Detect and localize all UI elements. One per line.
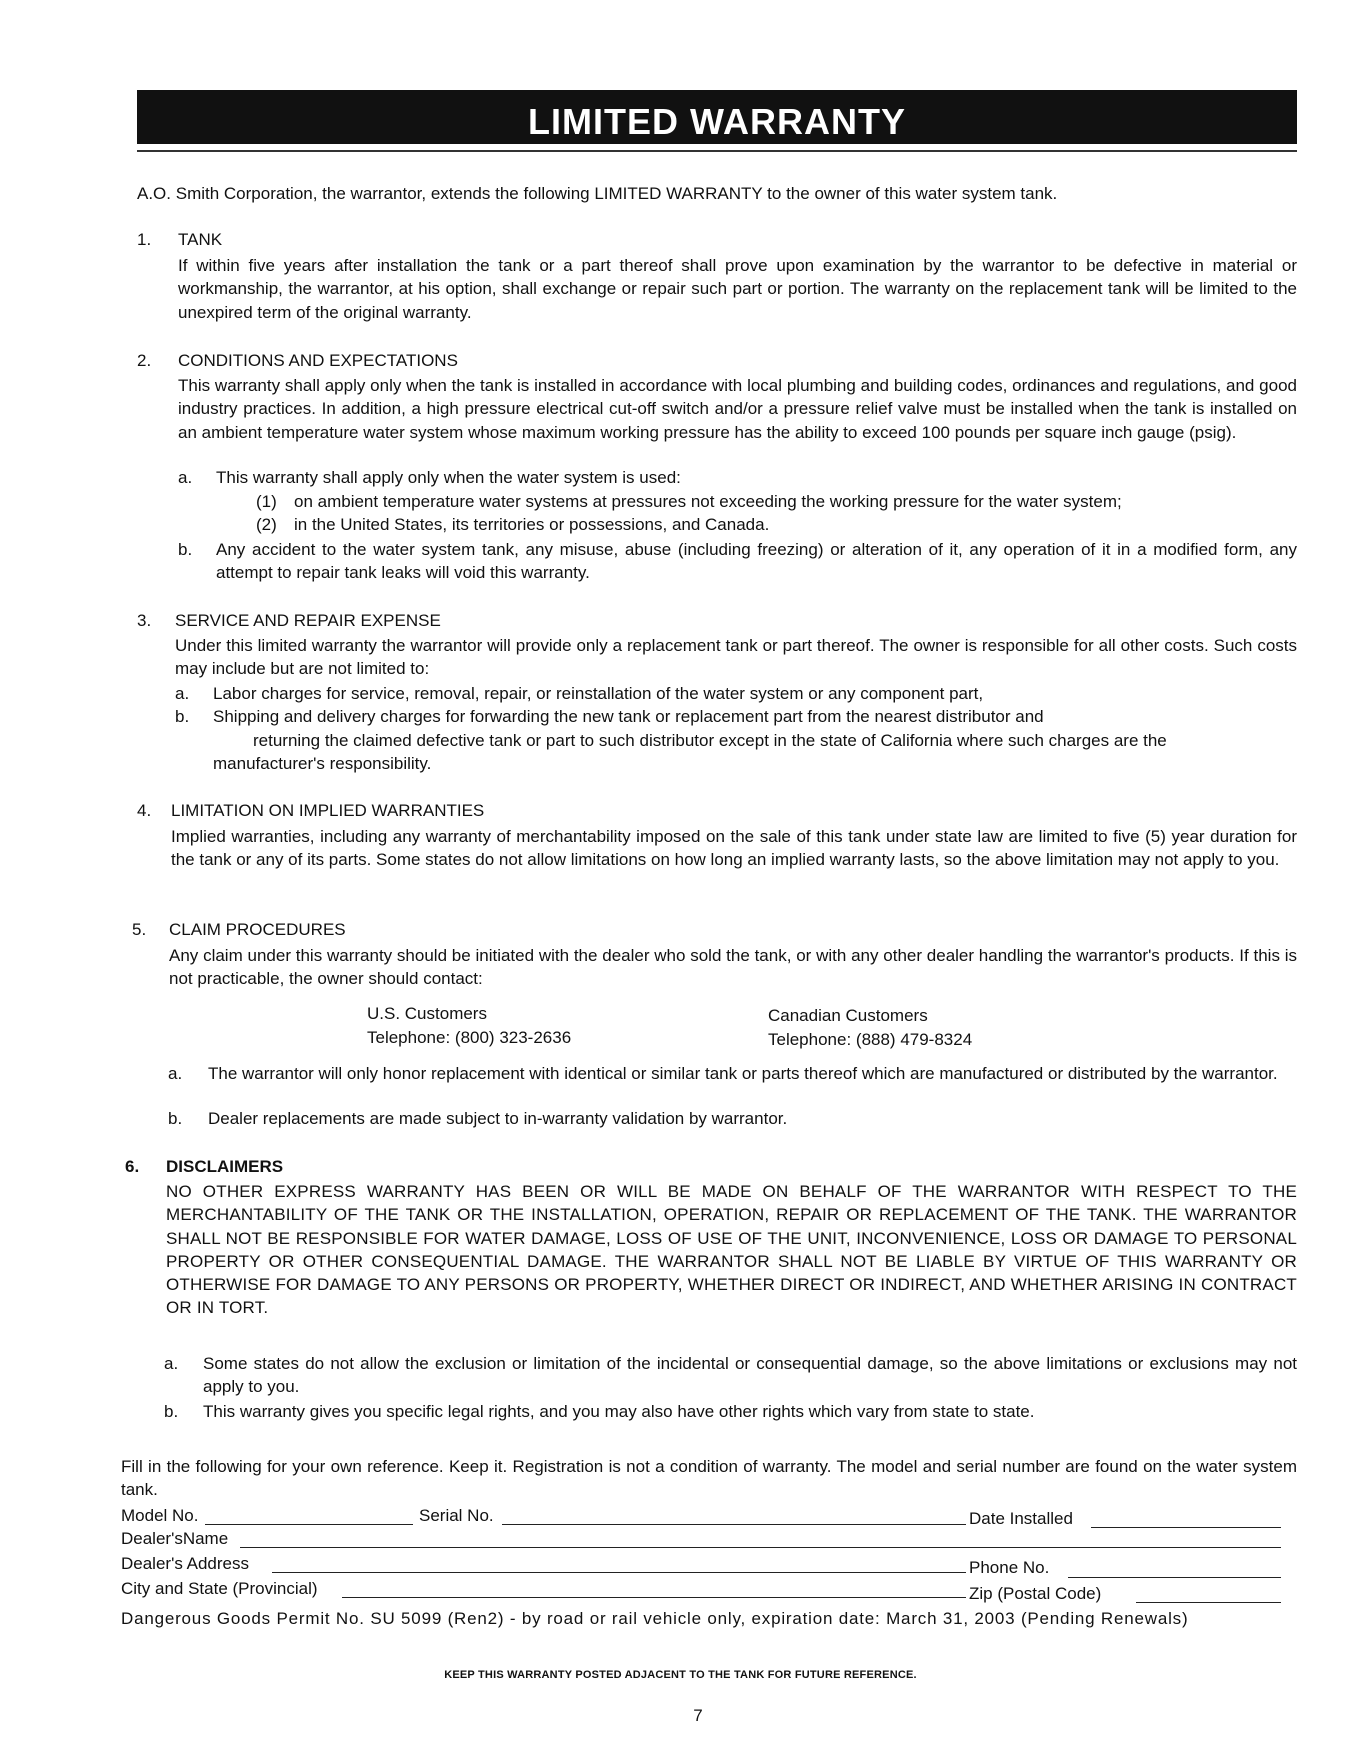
section-1-body: If within five years after installation the tank or a part thereof shall prove upon examination by the warrantor to be defective in material or workmanship, the warrantor, at his option, shall exchange or repair such part or portion. The warranty on the replacement tank will be limited to the unexpired term of the original warranty. xyxy=(178,256,1297,322)
date-installed-field[interactable] xyxy=(1091,1527,1281,1528)
section-3-b-text: Shipping and delivery charges for forwarding the new tank or replacement part from the nearest distributor and xyxy=(213,707,1044,726)
section-3-number: 3. xyxy=(137,611,152,630)
zip-code-field[interactable] xyxy=(1136,1602,1281,1603)
date-installed-label: Date Installed xyxy=(969,1509,1073,1528)
form-intro: Fill in the following for your own reference. Keep it. Registration is not a condition of warranty. The model and serial number are found on the water system tank. xyxy=(121,1457,1297,1500)
model-number-label: Model No. xyxy=(121,1506,199,1525)
serial-number-label: Serial No. xyxy=(419,1506,494,1525)
section-4-heading: LIMITATION ON IMPLIED WARRANTIES xyxy=(171,801,485,820)
section-5-number: 5. xyxy=(132,920,147,939)
section-6-b-text: This warranty gives you specific legal rights, and you may also have other rights which vary from state to state. xyxy=(203,1402,1035,1421)
section-4-number: 4. xyxy=(137,801,152,820)
section-6-b-label: b. xyxy=(164,1402,179,1421)
canadian-customers-phone: Telephone: (888) 479-8324 xyxy=(768,1030,973,1049)
banner-underline xyxy=(137,150,1297,152)
page-number: 7 xyxy=(693,1706,703,1725)
canadian-customers-label: Canadian Customers xyxy=(768,1006,928,1025)
section-2-a2-label: (2) xyxy=(256,515,277,534)
section-5-heading: CLAIM PROCEDURES xyxy=(169,920,346,939)
section-6-number: 6. xyxy=(125,1157,140,1176)
section-2-body: This warranty shall apply only when the tank is installed in accordance with local plumbing and building codes, ordinances and regulations, and good industry practices. In addition, a high pressure electrical cut-off switch and/or a pressure relief valve must be installed when the tank is installed on an ambient temperature water system whose maximum working pressure has the ability to exceed 100 pounds per square inch gauge (psig). xyxy=(178,376,1297,442)
section-2-number: 2. xyxy=(137,351,152,370)
section-2-a-text: This warranty shall apply only when the water system is used: xyxy=(216,468,681,487)
section-5-b-label: b. xyxy=(168,1109,183,1128)
model-number-field[interactable] xyxy=(205,1524,413,1525)
section-3-body: Under this limited warranty the warrantor will provide only a replacement tank or part thereof. The owner is responsible for all other costs. Such costs may include but are not limited to: xyxy=(175,636,1297,679)
city-state-label: City and State (Provincial) xyxy=(121,1579,318,1598)
phone-number-field[interactable] xyxy=(1068,1577,1281,1578)
dealer-address-field[interactable] xyxy=(272,1572,966,1573)
section-3-a-text: Labor charges for service, removal, repair, or reinstallation of the water system or any component part, xyxy=(213,684,984,703)
section-4-body: Implied warranties, including any warranty of merchantability imposed on the sale of this tank under state law are limited to five (5) year duration for the tank or any of its parts. Some states do not allow limitations on how long an implied warranty lasts, so the above limitation may not apply to you. xyxy=(171,827,1297,870)
section-2-a-label: a. xyxy=(178,468,193,487)
section-6-heading: DISCLAIMERS xyxy=(166,1157,284,1176)
section-2-heading: CONDITIONS AND EXPECTATIONS xyxy=(178,351,458,370)
section-6-a-label: a. xyxy=(164,1354,179,1373)
zip-code-label: Zip (Postal Code) xyxy=(969,1584,1102,1603)
page-title: LIMITED WARRANTY xyxy=(528,101,906,142)
section-5-b-text: Dealer replacements are made subject to in-warranty validation by warrantor. xyxy=(208,1109,788,1128)
city-state-field[interactable] xyxy=(342,1597,966,1598)
post-warranty-notice: KEEP THIS WARRANTY POSTED ADJACENT TO THE TANK FOR FUTURE REFERENCE. xyxy=(444,1669,917,1681)
us-customers-phone: Telephone: (800) 323-2636 xyxy=(367,1028,572,1047)
section-2-b-text: Any accident to the water system tank, any misuse, abuse (including freezing) or alteration of it, any operation of it in a modified form, any attempt to repair tank leaks will void this warranty. xyxy=(216,540,1297,583)
section-2-b-label: b. xyxy=(178,540,193,559)
permit-notice: Dangerous Goods Permit No. SU 5099 (Ren2) - by road or rail vehicle only, expiration date: March 31, 2003 (Pending Renewals) xyxy=(121,1609,1189,1628)
section-3-heading: SERVICE AND REPAIR EXPENSE xyxy=(175,611,441,630)
section-1-heading: TANK xyxy=(178,230,223,249)
us-customers-label: U.S. Customers xyxy=(367,1004,487,1023)
section-6-body: NO OTHER EXPRESS WARRANTY HAS BEEN OR WILL BE MADE ON BEHALF OF THE WARRANTOR WITH RESPECT TO THE MERCHANTABILITY OF THE TANK OR THE INSTALLATION, OPERATION, REPAIR OR REPLACEMENT OF THE TANK. THE WARRANTOR SHALL NOT BE RESPONSIBLE FOR WATER DAMAGE, LOSS OF USE OF THE UNIT, INCONVENIENCE, LOSS OR DAMAGE TO PERSONAL PROPERTY OR OTHER CONSEQUENTIAL DAMAGE. THE WARRANTOR SHALL NOT BE LIABLE BY VIRTUE OF THIS WARRANTY OR OTHERWISE FOR DAMAGE TO ANY PERSONS OR PROPERTY, WHETHER DIRECT OR INDIRECT, AND WHETHER ARISING IN CONTRACT OR IN TORT. xyxy=(166,1182,1297,1318)
intro-text: A.O. Smith Corporation, the warrantor, extends the following LIMITED WARRANTY to the owner of this water system tank. xyxy=(137,184,1058,203)
section-2-a1-text: on ambient temperature water systems at pressures not exceeding the working pressure for the water system; xyxy=(294,492,1122,511)
section-3-b-continued-2: manufacturer's responsibility. xyxy=(213,754,432,773)
section-5-a-text: The warrantor will only honor replacement with identical or similar tank or parts thereof which are manufactured or distributed by the warrantor. xyxy=(208,1064,1278,1083)
serial-number-field[interactable] xyxy=(502,1524,966,1525)
dealer-name-label: Dealer'sName xyxy=(121,1529,229,1548)
title-banner xyxy=(137,90,1297,144)
section-6-a-text: Some states do not allow the exclusion or limitation of the incidental or consequential damage, so the above limitations or exclusions may not apply to you. xyxy=(203,1354,1297,1397)
section-3-a-label: a. xyxy=(175,684,190,703)
section-3-b-continued: returning the claimed defective tank or part to such distributor except in the state of California where such charges are the xyxy=(253,731,1167,750)
section-2-a1-label: (1) xyxy=(256,492,277,511)
section-1-number: 1. xyxy=(137,230,152,249)
section-5-body: Any claim under this warranty should be initiated with the dealer who sold the tank, or with any other dealer handling the warrantor's products. If this is not practicable, the owner should contact: xyxy=(169,946,1297,989)
section-2-a2-text: in the United States, its territories or possessions, and Canada. xyxy=(294,515,770,534)
dealer-address-label: Dealer's Address xyxy=(121,1554,249,1573)
section-5-a-label: a. xyxy=(168,1064,183,1083)
section-3-b-label: b. xyxy=(175,707,190,726)
dealer-name-field[interactable] xyxy=(240,1547,1281,1548)
phone-number-label: Phone No. xyxy=(969,1558,1050,1577)
